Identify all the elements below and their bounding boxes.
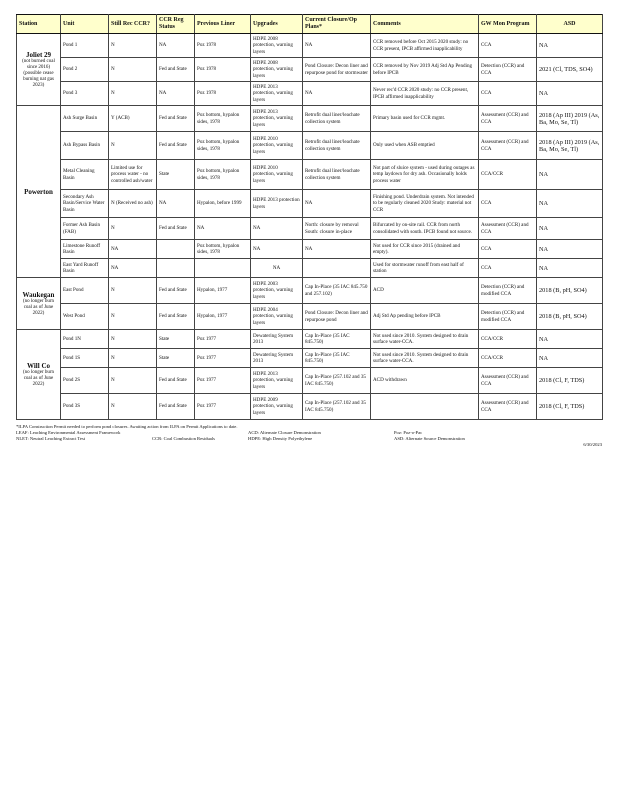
station-name: Joliet 29 xyxy=(25,50,52,59)
asd-cell: 2018 (Ap III) 2019 (As, Ba, Mo, Se, Tl) xyxy=(537,106,603,132)
comments-cell: ACD withdrawn xyxy=(371,368,479,394)
unit-cell: Limestone Runoff Basin xyxy=(61,240,109,259)
header-still-rec-ccr: Still Rec CCR? xyxy=(109,15,157,34)
asd-cell: NA xyxy=(537,330,603,349)
unit-cell: East Yard Runoff Basin xyxy=(61,259,109,278)
asd-cell: 2018 (Ap III) 2019 (As, Ba, Mo, Se, Tl) xyxy=(537,132,603,160)
still-rec-cell: N xyxy=(109,218,157,240)
comments-cell: Not part of sluice system - used during outages as temp laydown for dry ash. Occasionally holds process water xyxy=(371,160,479,190)
footnote-text: *ILPA Construction Permit needed to perform pond closures. Awaiting action from ILPA on Permit Applications to date. xyxy=(16,424,238,429)
unit-cell: Pond 3S xyxy=(61,394,109,420)
still-rec-cell: N xyxy=(109,82,157,106)
comments-cell xyxy=(371,394,479,420)
asd-cell: 2018 (B, pH, SO4) xyxy=(537,304,603,330)
unit-cell: Ash Surge Basin xyxy=(61,106,109,132)
footnotes xyxy=(16,424,602,450)
liner-cell: Poz 1977 xyxy=(195,330,251,349)
asd-cell: 2018 (B, pH, SO4) xyxy=(537,278,603,304)
reg-status-cell xyxy=(157,259,195,278)
abbreviation: ACD: Alternate Closure Demonstration xyxy=(248,430,321,435)
reg-status-cell: Fed and State xyxy=(157,58,195,82)
reg-status-cell: Fed and State xyxy=(157,106,195,132)
unit-cell: Pond 1S xyxy=(61,349,109,368)
upgrades-cell: HDPE 2010 protection, warning layers xyxy=(251,132,303,160)
asd-cell: NA xyxy=(537,82,603,106)
header-upgrades: Upgrades xyxy=(251,15,303,34)
still-rec-cell: N xyxy=(109,34,157,58)
liner-cell: Hypalon, 1977 xyxy=(195,278,251,304)
upgrades-cell: HDPE 2013 protection, warning layers xyxy=(251,368,303,394)
reg-status-cell: State xyxy=(157,330,195,349)
unit-cell: Ash Bypass Basin xyxy=(61,132,109,160)
upgrades-cell: HDPE 2013 protection layers xyxy=(251,190,303,218)
closure-cell: Retrofit dual liner/leachate collection system xyxy=(303,160,371,190)
closure-cell: NA xyxy=(303,190,371,218)
comments-cell: Not used since 2010. System designed to drain surface water-CCA. xyxy=(371,330,479,349)
closure-cell: Pond Closure: Decon liner and repurpose pond xyxy=(303,304,371,330)
station-cell-powerton xyxy=(17,106,61,278)
comments-cell: Primary basin used for CCR mgmt. xyxy=(371,106,479,132)
still-rec-cell: N xyxy=(109,278,157,304)
still-rec-cell: Y (ACB) xyxy=(109,106,157,132)
upgrades-cell: Dewatering System 2013 xyxy=(251,330,303,349)
gw-cell: Assessment (CCR) and CCA xyxy=(479,368,537,394)
closure-cell: Pond Closure: Decon liner and repurpose pond for stormwater xyxy=(303,58,371,82)
asd-cell: NA xyxy=(537,218,603,240)
asd-cell: NA xyxy=(537,349,603,368)
asd-cell: 2021 (Cl, TDS, SO4) xyxy=(537,58,603,82)
asd-cell: 2018 (Cl, F, TDS) xyxy=(537,368,603,394)
liner-cell: Poz bottom, hypalon sides, 1978 xyxy=(195,240,251,259)
header-unit: Unit xyxy=(61,15,109,34)
asd-cell: NA xyxy=(537,160,603,190)
station-cell-joliet xyxy=(17,34,61,106)
upgrades-cell: HDPE 2013 protection, warning layers xyxy=(251,106,303,132)
liner-cell: Poz bottom, hypalon sides, 1978 xyxy=(195,160,251,190)
table-row xyxy=(17,330,603,349)
reg-status-cell: Fed and State xyxy=(157,132,195,160)
table-row xyxy=(17,106,603,132)
gw-cell: Assessment (CCR) and CCA xyxy=(479,132,537,160)
header-ccr-reg-status: CCR Reg Status xyxy=(157,15,195,34)
liner-cell: Poz 1978 xyxy=(195,82,251,106)
liner-cell xyxy=(195,259,251,278)
abbreviation: LEAF: Leaching Environmental Assessment Framework xyxy=(16,430,121,435)
table-row xyxy=(17,34,603,58)
table-row xyxy=(17,132,603,160)
station-name: Powerton xyxy=(24,187,53,196)
comments-cell: ACD xyxy=(371,278,479,304)
closure-cell xyxy=(303,259,371,278)
asd-cell: NA xyxy=(537,240,603,259)
unit-cell: East Pond xyxy=(61,278,109,304)
unit-cell: Pond 3 xyxy=(61,82,109,106)
reg-status-cell: NA xyxy=(157,190,195,218)
comments-cell: Only used when ASB emptied xyxy=(371,132,479,160)
liner-cell: Poz bottom, hypalon sides, 1978 xyxy=(195,132,251,160)
closure-cell: Cap In-Place (35 IAC 845.750) xyxy=(303,349,371,368)
reg-status-cell: Fed and State xyxy=(157,304,195,330)
closure-cell: Cap In-Place (257.102 and 35 IAC 845.750) xyxy=(303,394,371,420)
gw-cell: CCA xyxy=(479,240,537,259)
reg-status-cell: Fed and State xyxy=(157,394,195,420)
asd-cell: NA xyxy=(537,190,603,218)
station-note: (not burned coal since 2016) (possible cease burning nat gas 2023) xyxy=(22,58,55,88)
still-rec-cell: NA xyxy=(109,240,157,259)
gw-cell: CCA xyxy=(479,190,537,218)
comments-cell: Never rec'd CCR 2020 study: no CCR present, IPCB affirmed inapplicability xyxy=(371,82,479,106)
comments-cell: Not used since 2010. System designed to drain surface water-CCA. xyxy=(371,349,479,368)
unit-cell: Metal Cleaning Basin xyxy=(61,160,109,190)
table-row xyxy=(17,58,603,82)
still-rec-cell: N xyxy=(109,132,157,160)
upgrades-cell: HDPE 2003 protection, warning layers xyxy=(251,278,303,304)
upgrades-cell: HDPE 2009 protection, warning layers xyxy=(251,394,303,420)
unit-cell: Secondary Ash Basin/Service Water Basin xyxy=(61,190,109,218)
liner-cell: NA xyxy=(195,218,251,240)
abbreviation-row xyxy=(16,436,602,442)
gw-cell: Detection (CCR) and modified CCA xyxy=(479,304,537,330)
still-rec-cell: N xyxy=(109,304,157,330)
reg-status-cell: Fed and State xyxy=(157,278,195,304)
liner-cell: Poz 1977 xyxy=(195,368,251,394)
liner-cell: Poz bottom, hypalon sides, 1978 xyxy=(195,106,251,132)
reg-status-cell: State xyxy=(157,160,195,190)
upgrades-cell: HDPE 2010 protection, warning layers xyxy=(251,160,303,190)
station-name: Waukegan xyxy=(22,290,55,299)
gw-cell: Assessment (CCR) and CCA xyxy=(479,218,537,240)
unit-cell: Pond 2 xyxy=(61,58,109,82)
still-rec-cell: N xyxy=(109,349,157,368)
liner-cell: Poz 1977 xyxy=(195,394,251,420)
closure-cell: NA xyxy=(303,82,371,106)
table-row xyxy=(17,160,603,190)
reg-status-cell: Fed and State xyxy=(157,368,195,394)
abbreviation: CCR: Coal Combustion Residuals xyxy=(152,436,215,441)
gw-cell: Assessment (CCR) and CCA xyxy=(479,394,537,420)
closure-cell: Cap In-Place (35 IAC 845.750) xyxy=(303,330,371,349)
still-rec-cell: NA xyxy=(109,259,157,278)
closure-cell: Retrofit dual liner/leachate collection system xyxy=(303,132,371,160)
table-row xyxy=(17,218,603,240)
header-asd: ASD xyxy=(537,15,603,34)
header-station: Station xyxy=(17,15,61,34)
closure-cell: Cap In-Place (35 IAC 845.750 and 257.102) xyxy=(303,278,371,304)
table-row xyxy=(17,278,603,304)
closure-cell: Cap In-Place (257.102 and 35 IAC 845.750) xyxy=(303,368,371,394)
comments-cell: CCR removed before Oct 2015 2020 study: no CCR present, IPCB affirmed inapplicability xyxy=(371,34,479,58)
asd-cell: NA xyxy=(537,34,603,58)
header-closure-plans: Current Closure/Op Plans* xyxy=(303,15,371,34)
station-note: (no longer burn coal as of June 2022) xyxy=(22,298,55,316)
comments-cell: CCR removed by Nov 2019 Adj Std Ap Pending before IPCB xyxy=(371,58,479,82)
still-rec-cell: Limited use for process water - no controlled ash/water xyxy=(109,160,157,190)
liner-cell: Poz 1977 xyxy=(195,349,251,368)
abbreviation: ASD: Alternate Source Demonstration xyxy=(394,436,465,441)
table-row xyxy=(17,259,603,278)
gw-cell: CCA xyxy=(479,259,537,278)
liner-cell: Hypalon, 1977 xyxy=(195,304,251,330)
upgrades-cell: NA xyxy=(251,240,303,259)
unit-cell: Former Ash Basin (FAB) xyxy=(61,218,109,240)
upgrades-cell: HDPE 2004 protection, warning layers xyxy=(251,304,303,330)
station-cell-willco xyxy=(17,330,61,420)
table-row xyxy=(17,82,603,106)
upgrades-cell: NA xyxy=(251,259,303,278)
comments-cell: Used for stormwater runoff from east half of station xyxy=(371,259,479,278)
abbreviation: HDPE: High Density Polyethylene xyxy=(248,436,313,441)
unit-cell: West Pond xyxy=(61,304,109,330)
table-row xyxy=(17,349,603,368)
gw-cell: Assessment (CCR) and CCA xyxy=(479,106,537,132)
ccr-status-table xyxy=(16,14,603,420)
asd-cell: 2018 (Cl, F, TDS) xyxy=(537,394,603,420)
asd-cell: NA xyxy=(537,259,603,278)
comments-cell: Adj Std Ap pending before IPCB xyxy=(371,304,479,330)
unit-cell: Pond 2S xyxy=(61,368,109,394)
document-date: 6/30/2023 xyxy=(583,442,602,447)
station-cell-waukegan xyxy=(17,278,61,330)
header-row xyxy=(17,15,603,34)
still-rec-cell: N xyxy=(109,330,157,349)
still-rec-cell: N (Received no ash) xyxy=(109,190,157,218)
reg-status-cell: State xyxy=(157,349,195,368)
table-row xyxy=(17,368,603,394)
still-rec-cell: N xyxy=(109,58,157,82)
reg-status-cell: NA xyxy=(157,34,195,58)
gw-cell: CCA xyxy=(479,34,537,58)
table-row xyxy=(17,394,603,420)
header-comments: Comments xyxy=(371,15,479,34)
liner-cell: Hypalon, before 1999 xyxy=(195,190,251,218)
unit-cell: Pond 1N xyxy=(61,330,109,349)
table-row xyxy=(17,240,603,259)
reg-status-cell: Fed and State xyxy=(157,218,195,240)
station-name: Will Co xyxy=(26,361,50,370)
closure-cell: Retrofit dual liner/leachate collection system xyxy=(303,106,371,132)
gw-cell: Detection (CCR) and modified CCA xyxy=(479,278,537,304)
gw-cell: CCA/CCR xyxy=(479,160,537,190)
comments-cell: Not used for CCR since 2015 (drained and empty). xyxy=(371,240,479,259)
upgrades-cell: HDPE 2008 protection, warning layers xyxy=(251,34,303,58)
document-page xyxy=(16,14,602,450)
closure-cell: NA xyxy=(303,34,371,58)
liner-cell: Poz 1978 xyxy=(195,34,251,58)
still-rec-cell: N xyxy=(109,394,157,420)
station-note: (no longer burn coal as of June 2022) xyxy=(22,369,55,387)
still-rec-cell: N xyxy=(109,368,157,394)
gw-cell: Detection (CCR) and CCA xyxy=(479,58,537,82)
abbreviation: Poz: Poz-o-Pac xyxy=(394,430,423,435)
reg-status-cell: NA xyxy=(157,82,195,106)
gw-cell: CCA/CCR xyxy=(479,349,537,368)
table-row xyxy=(17,304,603,330)
comments-cell: Bifurcated by on-site rail. CCR from north consolidated with south. IPCB found not source. xyxy=(371,218,479,240)
closure-cell: NA xyxy=(303,240,371,259)
upgrades-cell: Dewatering System 2013 xyxy=(251,349,303,368)
reg-status-cell xyxy=(157,240,195,259)
header-previous-liner: Previous Liner xyxy=(195,15,251,34)
upgrades-cell: NA xyxy=(251,218,303,240)
unit-cell: Pond 1 xyxy=(61,34,109,58)
gw-cell: CCA/CCR xyxy=(479,330,537,349)
header-gw-mon-program: GW Mon Program xyxy=(479,15,537,34)
abbreviation: NLET: Neutral Leaching Extract Test xyxy=(16,436,86,441)
liner-cell: Poz 1978 xyxy=(195,58,251,82)
closure-cell: North: closure by removal South: closure in-place xyxy=(303,218,371,240)
upgrades-cell: HDPE 2013 protection, warning layers xyxy=(251,82,303,106)
comments-cell: Finishing pond. Underdrain system. Not intended to be regularly cleaned 2020 Study: material not CCR xyxy=(371,190,479,218)
gw-cell: CCA xyxy=(479,82,537,106)
table-row xyxy=(17,190,603,218)
upgrades-cell: HDPE 2008 protection, warning layers xyxy=(251,58,303,82)
